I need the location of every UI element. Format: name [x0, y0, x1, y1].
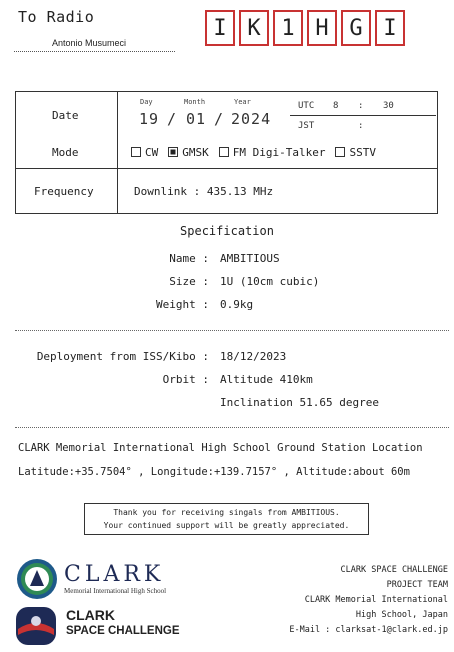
spec-weight-value: 0.9kg [220, 298, 254, 311]
checkbox-icon [131, 147, 141, 157]
recipient-underline [14, 51, 175, 52]
spec-weight-label: Weight : [156, 298, 209, 311]
jst-label: JST [298, 121, 315, 131]
frequency-value: Downlink : 435.13 MHz [134, 185, 274, 198]
mode-label: Mode [52, 146, 79, 159]
callsign-boxes [205, 10, 405, 46]
thanks-box [84, 503, 369, 535]
ground-station-coords: Latitude:+35.7504° , Longitude:+139.7157° , Altitude:about 60m [18, 466, 410, 478]
callsign-char: H [307, 10, 337, 46]
checked-checkbox-icon [168, 147, 178, 157]
contact-line: High School, Japan [355, 610, 448, 620]
space-challenge-badge-icon [14, 605, 58, 647]
thanks-line-2: Your continued support will be greatly appreciated. [103, 521, 350, 530]
clark-logo-subtitle: Memorial International High School [64, 587, 167, 595]
to-radio-label: To Radio [18, 8, 95, 26]
mode-option-cw: CW [131, 146, 158, 159]
spec-size-value: 1U (10cm cubic) [220, 275, 320, 288]
spec-name-label: Name : [169, 252, 209, 265]
date-label: Date [52, 109, 79, 122]
clark-logo-text: CLARK [64, 562, 165, 587]
recipient-name: Antonio Musumeci [52, 38, 127, 48]
orbit-altitude: Altitude 410km [220, 373, 313, 386]
orbit-label: Orbit : [162, 373, 209, 386]
mode-option-sstv: SSTV [335, 146, 376, 159]
space-challenge-subtitle: SPACE CHALLENGE [66, 625, 180, 637]
spec-title: Specification [180, 224, 274, 238]
utc-divider [290, 115, 436, 116]
callsign-char: G [341, 10, 371, 46]
spec-size-label: Size : [169, 275, 209, 288]
divider [15, 330, 449, 331]
date-sep: / [214, 110, 225, 128]
contact-email: E-Mail : clarksat-1@clark.ed.jp [289, 625, 448, 635]
date-year: 2024 [231, 110, 272, 128]
contact-block [289, 563, 448, 638]
utc-label: UTC [298, 101, 315, 111]
space-challenge-title: CLARK [66, 607, 115, 623]
thanks-line-1: Thank you for receiving singals from AMBITIOUS. [113, 508, 340, 517]
day-caption: Day [140, 98, 153, 106]
utc-hour: 8 [333, 101, 339, 111]
utc-colon: : [358, 101, 364, 111]
checkbox-icon [219, 147, 229, 157]
ground-station-name: CLARK Memorial International High School Ground Station Location [18, 442, 423, 454]
contact-line: CLARK Memorial International [304, 595, 448, 605]
date-month: 01 [186, 110, 207, 128]
checkbox-icon [335, 147, 345, 157]
mode-options [131, 146, 376, 159]
callsign-char: K [239, 10, 269, 46]
mode-option-gmsk: GMSK [168, 146, 209, 159]
frequency-label: Frequency [34, 185, 94, 198]
date-sep: / [167, 110, 178, 128]
jst-colon: : [358, 121, 364, 131]
deployment-value: 18/12/2023 [220, 350, 287, 363]
table-divider-vertical [117, 91, 118, 214]
contact-line: PROJECT TEAM [386, 580, 448, 590]
callsign-char: I [205, 10, 235, 46]
month-caption: Month [184, 98, 206, 106]
table-divider-horizontal [15, 168, 438, 169]
spec-name-value: AMBITIOUS [220, 252, 280, 265]
callsign-char: 1 [273, 10, 303, 46]
callsign-char: I [375, 10, 405, 46]
deployment-label: Deployment from ISS/Kibo : [36, 350, 209, 363]
contact-line: CLARK SPACE CHALLENGE [340, 565, 448, 575]
utc-minute: 30 [383, 101, 394, 111]
year-caption: Year [234, 98, 251, 106]
date-day: 19 [139, 110, 160, 128]
mode-option-fm: FM Digi-Talker [219, 146, 326, 159]
clark-emblem-icon [16, 558, 58, 600]
divider [15, 427, 449, 428]
orbit-inclination: Inclination 51.65 degree [220, 396, 379, 409]
